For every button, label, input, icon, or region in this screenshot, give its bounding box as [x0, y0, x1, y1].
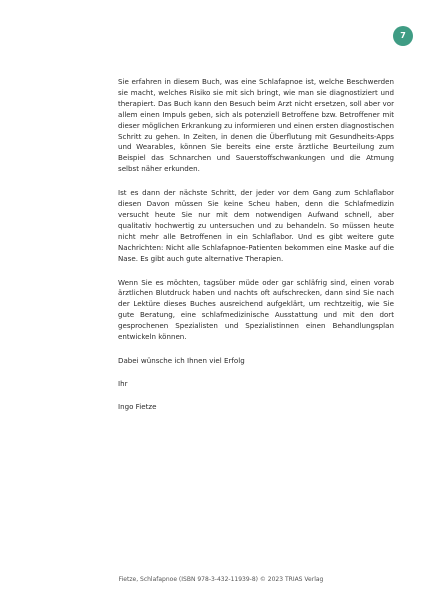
page-number-badge: 7 — [393, 26, 413, 46]
page-footer: Fietze, Schlafapnoe (ISBN 978-3-432-11939-8) © 2023 TRIAS Verlag — [118, 576, 324, 583]
author-signature: Ingo Fietze — [118, 401, 157, 411]
salutation: Ihr — [118, 378, 128, 388]
paragraph-1: Sie erfahren in diesem Buch, was eine Schlafapnoe ist, welche Beschwerden sie macht, welches Risiko sie mit sich bringt, wie man sie diagnostiziert und therapiert. Das Buch kann den Besuch beim Arzt nicht ersetzen, soll aber vor allem einen Impuls geben, sich als potenziell Betroffene bzw. Betroffener mit dieser möglichen Erkrankung zu informieren und einen ersten diagnostischen Schritt zu gehen. In Zeiten, in denen die Überflutung mit Gesundheits-Apps und Wearables, können Sie bereits eine erste ärztliche Beurteilung zum Beispiel das Schnarchen und Sauerstoffschwankungen und die Atmung selbst näher erkunden. — [118, 77, 395, 174]
paragraph-2: Ist es dann der nächste Schritt, der jeder vor dem Gang zum Schlaflabor diesen Davon müssen Sie keine Scheu haben, denn die Schlafmedizin versucht heute Sie nur mit dem notwendigen Aufwand schnell, aber qualitativ hochwertig zu untersuchen und zu behandeln. So müssen heute nicht mehr alle Betroffenen in ein Schlaflabor. Und es gibt weitere gute Nachrichten: Nicht alle Schlafapnoe-Patienten bekommen eine Maske auf die Nase. Es gibt auch gute alternative Therapien. — [118, 188, 394, 263]
closing-line: Dabei wünsche ich Ihnen viel Erfolg — [118, 355, 245, 365]
paragraph-3: Wenn Sie es möchten, tagsüber müde oder gar schläfrig sind, einen vorab ärztlichen Blutdruck haben und nachts oft aufschrecken, dann sind Sie nach der Lektüre dieses Buches ausreichend aufgeklärt, um rechtzeitig, wie Sie gute Beratung, eine schlafmedizinische Ausstattung und mit den dort gesprochenen Spezialisten und Spezialistinnen einen Behandlungsplan entwickeln können. — [118, 277, 394, 342]
body-text — [118, 77, 394, 425]
